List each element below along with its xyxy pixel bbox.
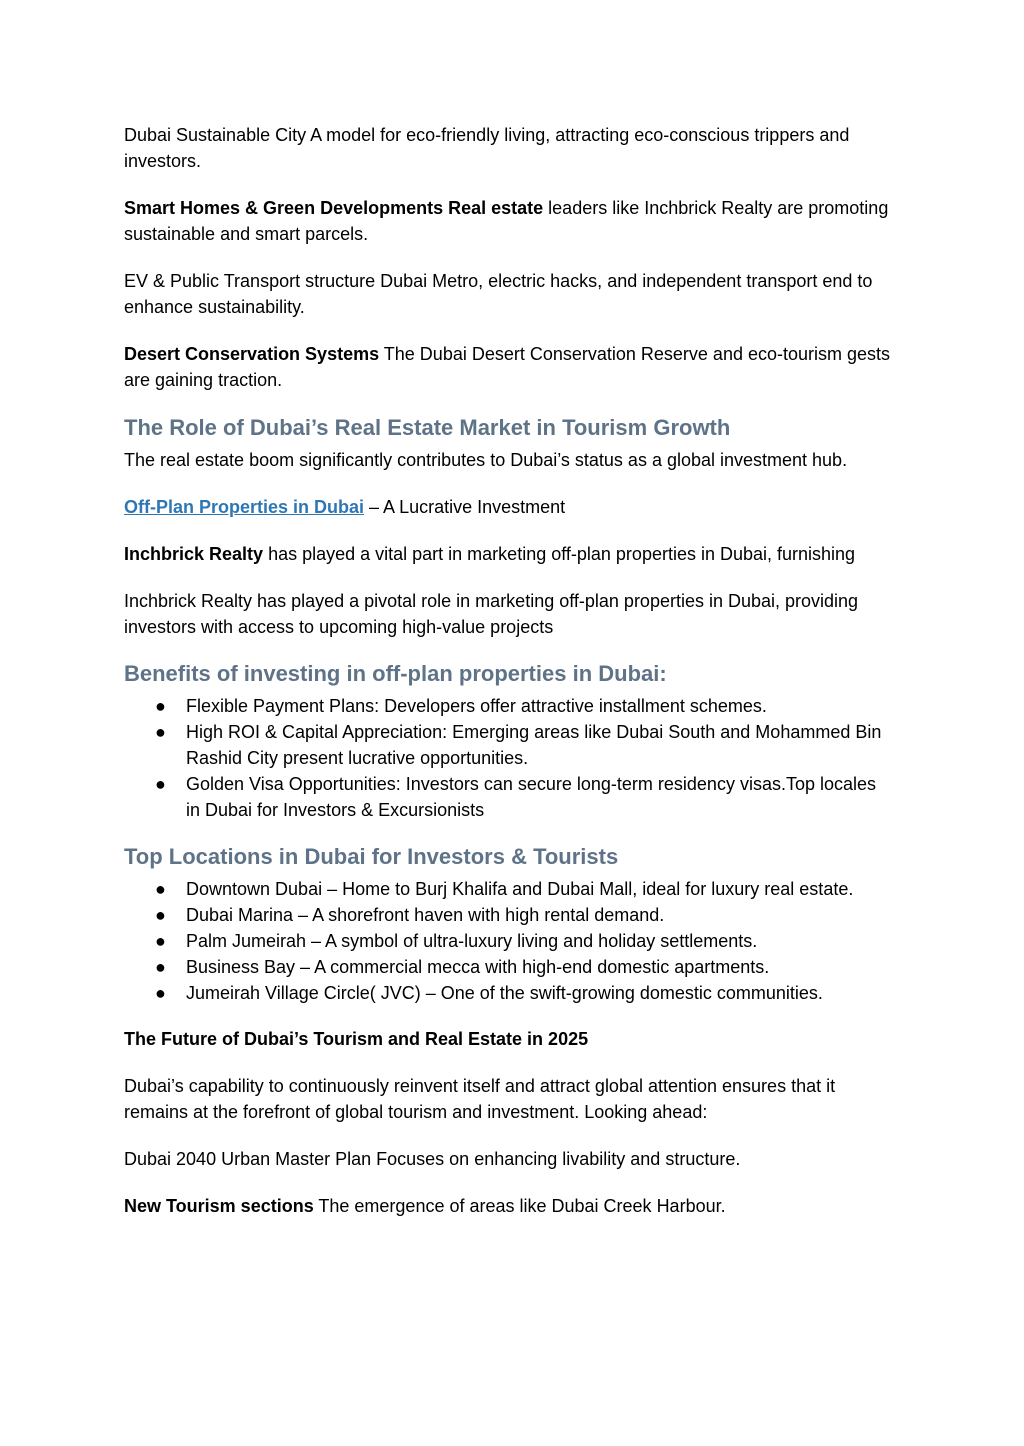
bullet-icon: ● xyxy=(155,983,166,1003)
bold-lead: Smart Homes & Green Developments Real estate xyxy=(124,198,544,218)
document-page xyxy=(124,122,894,1240)
heading-top-locations: Top Locations in Dubai for Investors & Tourists xyxy=(124,844,619,869)
heading-benefits: Benefits of investing in off-plan properties in Dubai: xyxy=(124,661,667,686)
bullet-icon: ● xyxy=(155,722,166,742)
benefits-list xyxy=(124,693,894,823)
heading-role-real-estate: The Role of Dubai’s Real Estate Market in Tourism Growth xyxy=(124,415,731,440)
list-item: ● Golden Visa Opportunities: Investors can secure long-term residency visas.Top locales in Dubai for Investors & Excursionists xyxy=(124,771,894,823)
list-item: ● High ROI & Capital Appreciation: Emerging areas like Dubai South and Mohammed Bin Rashid City present lucrative opportunities. xyxy=(124,719,894,771)
bullet-icon: ● xyxy=(155,905,166,925)
bold-lead: New Tourism sections xyxy=(124,1196,314,1216)
list-item: ● Palm Jumeirah – A symbol of ultra-luxury living and holiday settlements. xyxy=(124,928,894,954)
paragraph-master-plan: Dubai 2040 Urban Master Plan Focuses on enhancing livability and structure. xyxy=(124,1149,741,1169)
paragraph-sustainable-city: Dubai Sustainable City A model for eco-friendly living, attracting eco-conscious trippers and investors. xyxy=(124,125,850,171)
bullet-icon: ● xyxy=(155,696,166,716)
bullet-icon: ● xyxy=(155,774,166,794)
bold-lead: Desert Conservation Systems xyxy=(124,344,380,364)
heading-future: The Future of Dubai’s Tourism and Real Estate in 2025 xyxy=(124,1029,589,1049)
locations-list xyxy=(124,876,894,1006)
off-plan-properties-link[interactable]: Off-Plan Properties in Dubai xyxy=(124,497,365,517)
paragraph-smart-homes: Smart Homes & Green Developments Real estate leaders like Inchbrick Realty are promoting sustainable and smart parcels. xyxy=(124,198,889,244)
paragraph-off-plan-link: Off-Plan Properties in Dubai – A Lucrative Investment xyxy=(124,497,566,517)
list-item: ● Dubai Marina – A shorefront haven with high rental demand. xyxy=(124,902,894,928)
paragraph-desert-conservation: Desert Conservation Systems The Dubai Desert Conservation Reserve and eco-tourism gests are gaining traction. xyxy=(124,344,891,390)
bullet-icon: ● xyxy=(155,931,166,951)
paragraph-inchbrick-pivotal: Inchbrick Realty has played a pivotal role in marketing off-plan properties in Dubai, providing investors with access to upcoming high-value projects xyxy=(124,591,859,637)
paragraph-ev-transport: EV & Public Transport structure Dubai Metro, electric hacks, and independent transport end to enhance sustainability. xyxy=(124,271,873,317)
bold-lead: Inchbrick Realty xyxy=(124,544,264,564)
paragraph-future-body: Dubai’s capability to continuously reinvent itself and attract global attention ensures that it remains at the forefront of global tourism and investment. Looking ahead: xyxy=(124,1076,836,1122)
paragraph-new-tourism: New Tourism sections The emergence of areas like Dubai Creek Harbour. xyxy=(124,1196,726,1216)
list-item: ● Jumeirah Village Circle( JVC) – One of the swift-growing domestic communities. xyxy=(124,980,894,1006)
list-item: ● Business Bay – A commercial mecca with high-end domestic apartments. xyxy=(124,954,894,980)
paragraph-role-body: The real estate boom significantly contributes to Dubai’s status as a global investment hub. xyxy=(124,450,848,470)
bullet-icon: ● xyxy=(155,957,166,977)
list-item: ● Flexible Payment Plans: Developers offer attractive installment schemes. xyxy=(124,693,894,719)
paragraph-inchbrick-vital: Inchbrick Realty has played a vital part in marketing off-plan properties in Dubai, furnishing xyxy=(124,544,856,564)
bullet-icon: ● xyxy=(155,879,166,899)
list-item: ● Downtown Dubai – Home to Burj Khalifa and Dubai Mall, ideal for luxury real estate. xyxy=(124,876,894,902)
